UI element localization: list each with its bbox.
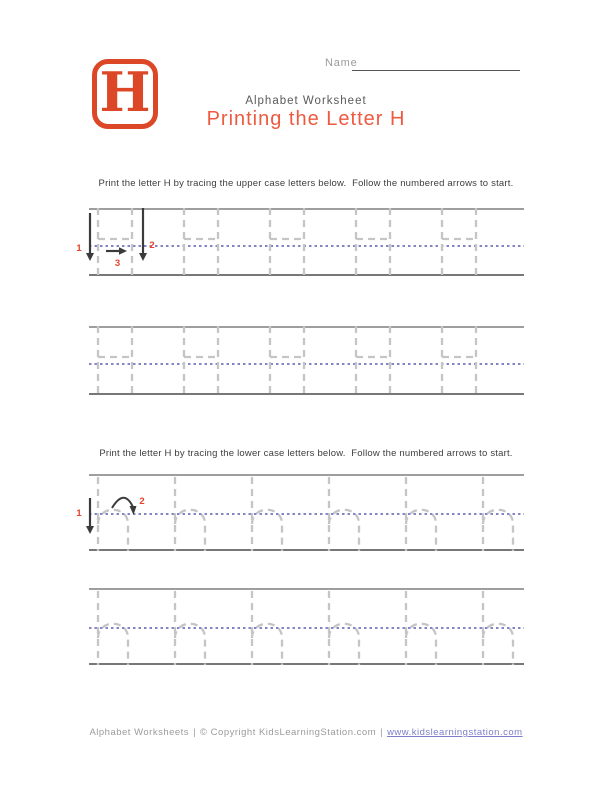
name-blank-line — [352, 56, 520, 71]
lowercase-instruction: Print the letter H by tracing the lower case letters below. Follow the numbered arrows to start. — [99, 448, 513, 459]
footer-link[interactable]: www.kidslearningstation.com — [387, 727, 523, 738]
footer-separator: | — [193, 727, 197, 738]
page-title: Printing the Letter H — [206, 108, 406, 130]
trace-letter-glyph — [329, 624, 359, 665]
footer-separator: | — [380, 727, 384, 738]
stroke-arrowhead — [139, 253, 147, 261]
footer — [0, 727, 612, 738]
tracing-row-lowercase-2 — [89, 588, 524, 665]
trace-letter-glyph — [483, 624, 513, 665]
uppercase-instruction: Print the letter H by tracing the upper case letters below. Follow the numbered arrows to start. — [98, 178, 514, 189]
trace-letter-glyph — [406, 510, 436, 551]
trace-letter-glyph — [483, 510, 513, 551]
footer-copyright: © Copyright KidsLearningStation.com — [200, 727, 377, 738]
trace-letter-glyph — [98, 624, 128, 665]
stroke-arrowhead — [86, 253, 94, 261]
stroke-arrowhead — [119, 247, 127, 255]
tracing-row-uppercase-2 — [89, 326, 524, 395]
name-label: Name — [325, 57, 358, 69]
trace-letter-glyph — [252, 510, 282, 551]
trace-letter-glyph — [252, 624, 282, 665]
trace-letter-glyph — [175, 510, 205, 551]
trace-letter-glyph — [406, 624, 436, 665]
trace-letter-glyph — [329, 510, 359, 551]
stroke-number: 1 — [76, 243, 82, 254]
stroke-arrowhead — [86, 526, 94, 534]
footer-series-label: Alphabet Worksheets — [89, 727, 190, 738]
trace-letter-glyph — [175, 624, 205, 665]
stroke-number: 3 — [114, 258, 121, 269]
stroke-number: 2 — [149, 240, 155, 251]
logo-letter: H — [99, 60, 151, 124]
stroke-number: 1 — [76, 508, 82, 519]
tracing-row-lowercase-1 — [76, 474, 524, 551]
trace-letter-glyph — [98, 510, 128, 551]
stroke-number: 2 — [139, 496, 145, 507]
tracing-row-uppercase-1 — [76, 208, 524, 276]
worksheet-subtitle: Alphabet Worksheet — [245, 95, 367, 107]
